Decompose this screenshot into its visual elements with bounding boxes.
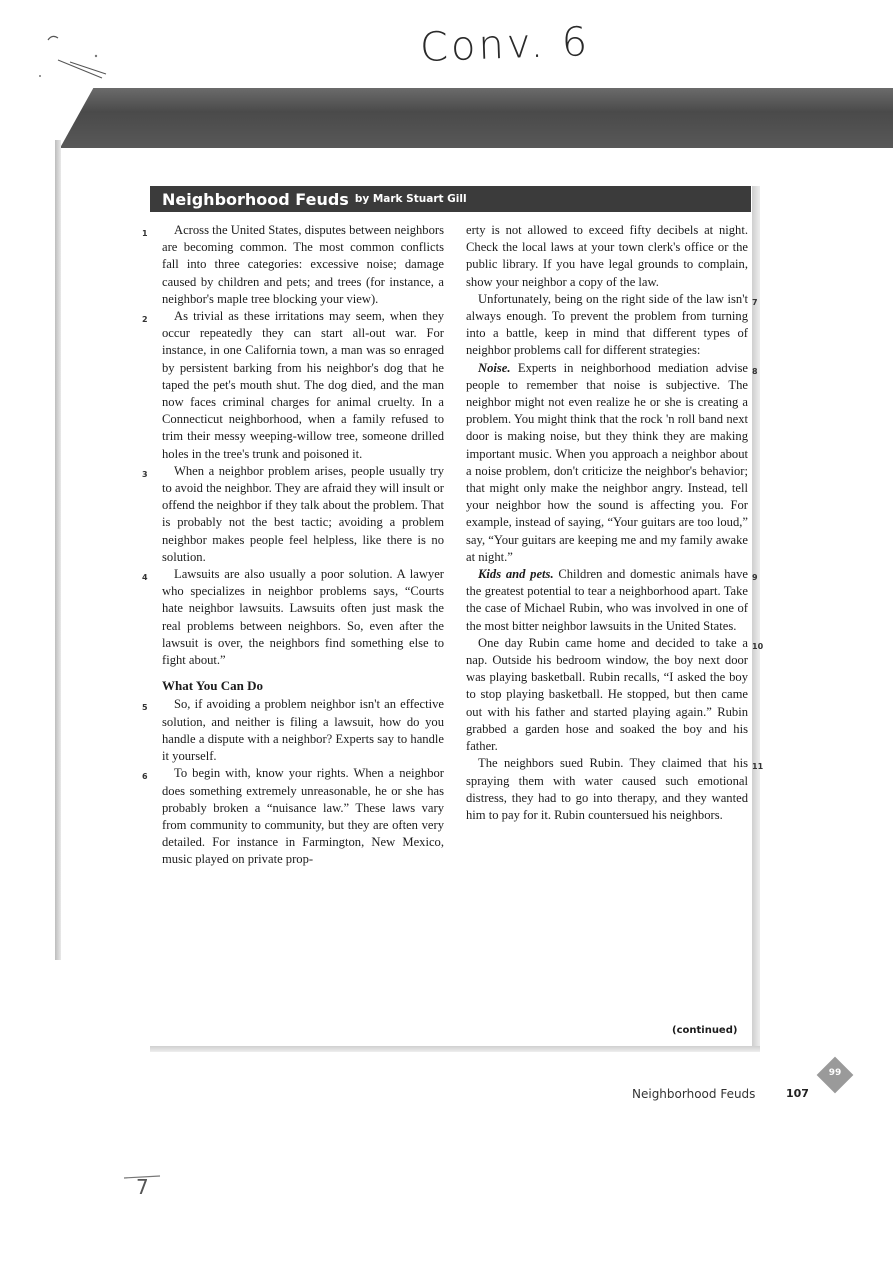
continued-label: (continued) xyxy=(672,1025,738,1036)
paragraph-text: Across the United States, disputes between neighbors are becoming common. The most common conflicts fall into three categories: excessive noise; damage caused by children and pets; and trees (for instance, a neighbor's maple tree blocking your view). xyxy=(162,223,444,306)
paragraph-text: When a neighbor problem arises, people usually try to avoid the neighbor. They are afraid they will insult or offend the neighbor if they talk about the problem. That is probably not the best tactic; avoiding a problem neighbor makes people feel helpless, like there is no solution. xyxy=(162,463,445,564)
page-edge-right xyxy=(752,186,760,1048)
paragraph-number: 9 xyxy=(752,573,758,583)
paragraph-text: So, if avoiding a problem neighbor isn't an effective solution, and neither is filing a lawsuit, how do you handle a dispute with a neighbor? Experts say to handle it yourself. xyxy=(162,697,444,764)
paragraph-10 xyxy=(466,635,764,755)
scribble-text: 7 xyxy=(136,1175,149,1199)
pen-scribble-icon xyxy=(30,28,120,88)
paragraph-2 xyxy=(142,308,444,463)
paragraph-6-continued xyxy=(466,222,748,291)
paragraph-number: 6 xyxy=(142,772,148,782)
paragraph-text: Lawsuits are also usually a poor solution. A lawyer who specializes in neighbor problems says, “Courts hate neighbor lawsuits. Lawsuits often just mask the real problems between neighbors. So, even after the lawsuit is over, the neighbors find something else to fight about.” xyxy=(162,567,444,668)
paragraph-5 xyxy=(142,696,444,765)
text-column-left xyxy=(142,222,445,1042)
article-title: Neighborhood Feuds xyxy=(162,189,349,209)
paragraph-4 xyxy=(142,566,444,669)
paragraph-number: 4 xyxy=(142,573,148,583)
paragraph-text: As trivial as these irritations may seem, when they occur repeatedly they can start all-out war. For instance, in one California town, a man was so enraged by persistent barking from his neighbor's dog that he taped the pet's mouth shut. The dog died, and the man now faces criminal charges for animal cruelty. In a Connecticut neighborhood, when a family refused to trim their messy weeping-willow tree, someone drilled holes in the tree's trunk and poisoned it. xyxy=(162,309,444,461)
paragraph-text: The neighbors sued Rubin. They claimed that his spraying them with water caused such emotional distress, they had to go into therapy, and they wanted him to pay for it. Rubin countersued his neighbors. xyxy=(466,756,748,822)
paragraph-number: 10 xyxy=(752,641,764,651)
text-column-right xyxy=(466,222,764,1042)
paragraph-text: erty is not allowed to exceed fifty decibels at night. Check the local laws at your town clerk's office or the public library. If you have legal grounds to complain, show your neighbor a copy of the law. xyxy=(466,223,748,289)
page-edge-left xyxy=(55,140,61,960)
pen-mark-icon xyxy=(120,1170,180,1200)
paragraph-number: 8 xyxy=(752,366,758,376)
paragraph-number: 7 xyxy=(752,297,758,307)
scanned-shadow-band xyxy=(60,88,893,148)
paragraph-number: 3 xyxy=(142,469,148,479)
section-subheading: What You Can Do xyxy=(162,678,264,694)
article-byline: by Mark Stuart Gill xyxy=(354,193,467,205)
article-header xyxy=(150,186,751,212)
paragraph-11 xyxy=(466,755,764,824)
paragraph-3 xyxy=(142,463,445,566)
paragraph-6 xyxy=(142,765,444,868)
paragraph-text: To begin with, know your rights. When a neighbor does something extremely unreasonable, he or she has probably broken a “nuisance law.” These laws vary from community to community, but they are often very detailed. For instance in Farmington, New Mexico, music played on private prop- xyxy=(162,766,444,867)
paragraph-lead: Noise. xyxy=(478,360,511,375)
paragraph-number: 11 xyxy=(752,762,764,772)
handwritten-note: Conv. 6 xyxy=(419,19,591,71)
paragraph-1 xyxy=(142,222,444,308)
paragraph-text: Experts in neighborhood mediation advise people to remember that noise is subjective. The neighbor might not even realize he or she is creating a problem. You might think that the rock 'n roll band next door is making noise, but they think they are making important music. When you approach a neighbor about a noise problem, don't criticize the neighbor's behavior; that might only make the neighbor angry. Instead, tell your neighbor how the sound is affecting you. For example, instead of saying, “Your guitars are too loud,” say, “Your guitars are keeping me and my family awake at night.” xyxy=(466,360,748,564)
running-title: Neighborhood Feuds xyxy=(632,1087,756,1101)
paragraph-text: Children and domestic animals have the greatest potential to tear a neighborhood apart. Take the case of Michael Rubin, who was involved in one of the most bitter neighbor lawsuits in the United States. xyxy=(466,567,748,633)
paragraph-text: One day Rubin came home and decided to take a nap. Outside his bedroom window, the boy next door was playing basketball. Rubin recalls, “I asked the boy to stop playing basketball. He stopped, but then came out with his father and started playing again.” Rubin grabbed a garden hose and soaked the boy and his father. xyxy=(466,635,748,754)
paragraph-text: Unfortunately, being on the right side of the law isn't always enough. To prevent the problem from turning into a battle, keep in mind that different types of neighbor problems call for different strategies: xyxy=(466,291,748,358)
paragraph-9 xyxy=(466,566,758,635)
paragraph-number: 2 xyxy=(142,315,148,325)
badge-number: 99 xyxy=(828,1068,842,1078)
paragraph-number: 1 xyxy=(142,229,148,238)
paragraph-lead: Kids and pets. xyxy=(478,567,554,582)
paragraph-7 xyxy=(466,291,758,360)
page-edge-bottom xyxy=(150,1046,760,1052)
page-number: 107 xyxy=(786,1087,809,1100)
paragraph-8 xyxy=(466,360,758,566)
paragraph-number: 5 xyxy=(142,703,148,713)
